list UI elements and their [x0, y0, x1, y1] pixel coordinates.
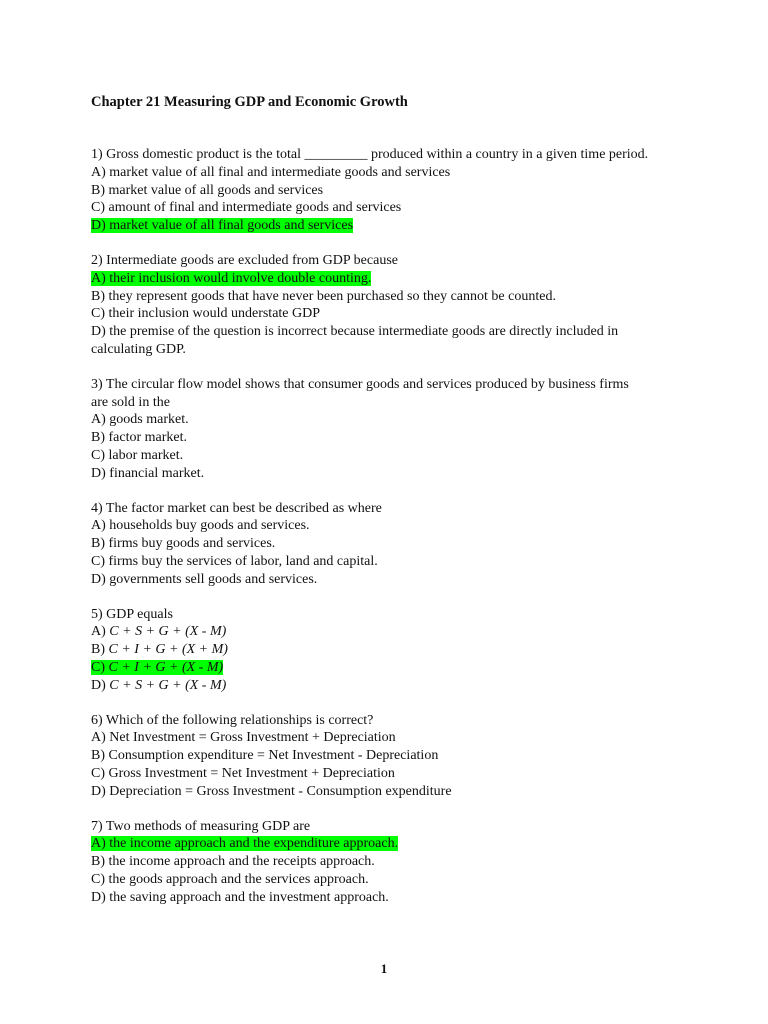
- question-list: [91, 146, 711, 906]
- answer-option: [91, 889, 711, 907]
- question-stem: 5) GDP equals: [91, 606, 173, 622]
- option-text: the income approach and the receipts approach.: [108, 854, 375, 870]
- question-stem: 7) Two methods of measuring GDP are: [91, 818, 311, 834]
- answer-content: [91, 554, 378, 569]
- answer-option: [91, 199, 711, 217]
- answer-content: [91, 536, 275, 551]
- option-text: C + S + G + (X - M): [109, 677, 227, 693]
- question-stem: 3) The circular flow model shows that consumer goods and services produced by business firms: [91, 376, 629, 392]
- option-text: the income approach and the expenditure approach.: [109, 836, 399, 852]
- question-1: [91, 146, 711, 235]
- question-4: [91, 500, 711, 589]
- option-label: A): [91, 836, 110, 852]
- option-label: B): [91, 854, 109, 870]
- option-label: A): [91, 624, 110, 640]
- option-label: A): [91, 730, 110, 746]
- option-label: C): [91, 659, 109, 675]
- option-label: D): [91, 218, 110, 234]
- option-text: market value of all goods and services: [108, 182, 324, 198]
- option-text: the goods approach and the services approach.: [108, 871, 369, 887]
- answer-option: [91, 182, 711, 200]
- option-label: D): [91, 889, 110, 905]
- answer-option: [91, 553, 711, 571]
- answer-option: [91, 411, 711, 429]
- option-label: D): [91, 324, 110, 340]
- answer-content: [91, 730, 396, 745]
- answer-content: [91, 642, 228, 657]
- option-label: D): [91, 677, 110, 693]
- answer-option: [91, 853, 711, 871]
- question-2: [91, 252, 711, 359]
- answer-content: [91, 518, 310, 533]
- answer-option: [91, 835, 711, 853]
- option-label: B): [91, 430, 109, 446]
- option-label: C): [91, 200, 109, 216]
- answer-option: [91, 429, 711, 447]
- question-stem: 4) The factor market can best be described as where: [91, 500, 382, 516]
- option-text: Net Investment = Gross Investment + Depreciation: [109, 730, 396, 746]
- question-stem: are sold in the: [91, 394, 170, 410]
- option-text: C + I + G + (X + M): [108, 642, 228, 658]
- answer-content: [91, 183, 323, 198]
- answer-content: [91, 784, 452, 799]
- answer-content: [91, 572, 317, 587]
- option-text: C + I + G + (X - M): [108, 659, 224, 675]
- option-text: market value of all final goods and services: [109, 218, 354, 234]
- option-text: the saving approach and the investment approach.: [109, 889, 389, 905]
- answer-content: [91, 624, 226, 639]
- answer-content: [91, 200, 401, 215]
- option-text: the premise of the question is incorrect because intermediate goods are directly included in: [109, 324, 619, 340]
- option-label: C): [91, 871, 109, 887]
- option-text: households buy goods and services.: [109, 518, 310, 534]
- answer-option: [91, 288, 711, 306]
- answer-option: [91, 323, 711, 341]
- answer-content: [91, 448, 183, 463]
- answer-option: [91, 729, 711, 747]
- option-label: A): [91, 412, 110, 428]
- answer-option: [91, 641, 711, 659]
- answer-content: [91, 872, 369, 887]
- chapter-title: Chapter 21 Measuring GDP and Economic Growth: [91, 94, 408, 110]
- answer-option: [91, 765, 711, 783]
- answer-content: [91, 412, 189, 427]
- option-label: B): [91, 536, 109, 552]
- answer-option-continued: [91, 341, 711, 359]
- answer-content: [91, 890, 389, 905]
- answer-content: [91, 289, 556, 304]
- option-label: A): [91, 270, 110, 286]
- answer-content: [91, 324, 618, 339]
- answer-option: [91, 517, 711, 535]
- answer-option: [91, 447, 711, 465]
- question-stem: 2) Intermediate goods are excluded from GDP because: [91, 252, 398, 268]
- option-text: Depreciation = Gross Investment - Consumption expenditure: [109, 783, 452, 799]
- correct-answer-highlight: [91, 836, 398, 851]
- option-text: goods market.: [109, 412, 189, 428]
- question-5: [91, 606, 711, 695]
- answer-option: [91, 270, 711, 288]
- option-label: D): [91, 465, 110, 481]
- option-text: their inclusion would understate GDP: [108, 306, 321, 322]
- option-label: D): [91, 783, 110, 799]
- answer-content: [91, 678, 226, 693]
- option-text: factor market.: [108, 430, 188, 446]
- option-text: labor market.: [108, 447, 184, 463]
- answer-content: [91, 466, 204, 481]
- correct-answer-highlight: [91, 271, 371, 286]
- option-text: C + S + G + (X - M): [109, 624, 227, 640]
- correct-answer-highlight: [91, 218, 353, 233]
- answer-option: [91, 871, 711, 889]
- question-stem: 1) Gross domestic product is the total _________ produced within a country in a given time period.: [91, 147, 649, 162]
- option-text: amount of final and intermediate goods and services: [108, 200, 402, 216]
- option-label: C): [91, 553, 109, 569]
- page-number: 1: [380, 961, 388, 976]
- option-label: C): [91, 447, 109, 463]
- answer-option: [91, 783, 711, 801]
- answer-content: [91, 766, 395, 781]
- answer-option: [91, 535, 711, 553]
- option-text: firms buy goods and services.: [108, 536, 276, 552]
- answer-option: [91, 217, 711, 235]
- answer-option: [91, 571, 711, 589]
- answer-option: [91, 659, 711, 677]
- option-text: they represent goods that have never been purchased so they cannot be counted.: [108, 288, 556, 304]
- document-page: [91, 93, 711, 923]
- option-text: Consumption expenditure = Net Investment - Depreciation: [108, 748, 439, 764]
- question-6: [91, 712, 711, 801]
- option-text: market value of all final and intermediate goods and services: [109, 164, 451, 180]
- answer-content: [91, 430, 187, 445]
- question-7: [91, 818, 711, 907]
- option-label: B): [91, 288, 109, 304]
- option-label: A): [91, 518, 110, 534]
- option-text: firms buy the services of labor, land and capital.: [108, 553, 378, 569]
- option-text: their inclusion would involve double counting.: [109, 270, 372, 286]
- option-label: B): [91, 182, 109, 198]
- option-label: B): [91, 748, 109, 764]
- answer-content: [91, 306, 320, 321]
- option-label: D): [91, 571, 110, 587]
- answer-option: [91, 677, 711, 695]
- answer-content: [91, 165, 450, 180]
- answer-content: [91, 342, 186, 357]
- answer-content: [91, 748, 438, 763]
- option-label: C): [91, 306, 109, 322]
- option-text: calculating GDP.: [91, 341, 186, 357]
- option-label: A): [91, 164, 110, 180]
- answer-option: [91, 623, 711, 641]
- answer-option: [91, 465, 711, 483]
- question-stem: 6) Which of the following relationships is correct?: [91, 712, 374, 728]
- question-3: [91, 376, 711, 483]
- option-text: financial market.: [109, 465, 205, 481]
- answer-content: [91, 854, 375, 869]
- answer-option: [91, 305, 711, 323]
- answer-option: [91, 164, 711, 182]
- correct-answer-highlight: [91, 660, 223, 675]
- option-label: C): [91, 765, 109, 781]
- option-label: B): [91, 642, 109, 658]
- option-text: Gross Investment = Net Investment + Depreciation: [108, 765, 395, 781]
- option-text: governments sell goods and services.: [109, 571, 318, 587]
- answer-option: [91, 747, 711, 765]
